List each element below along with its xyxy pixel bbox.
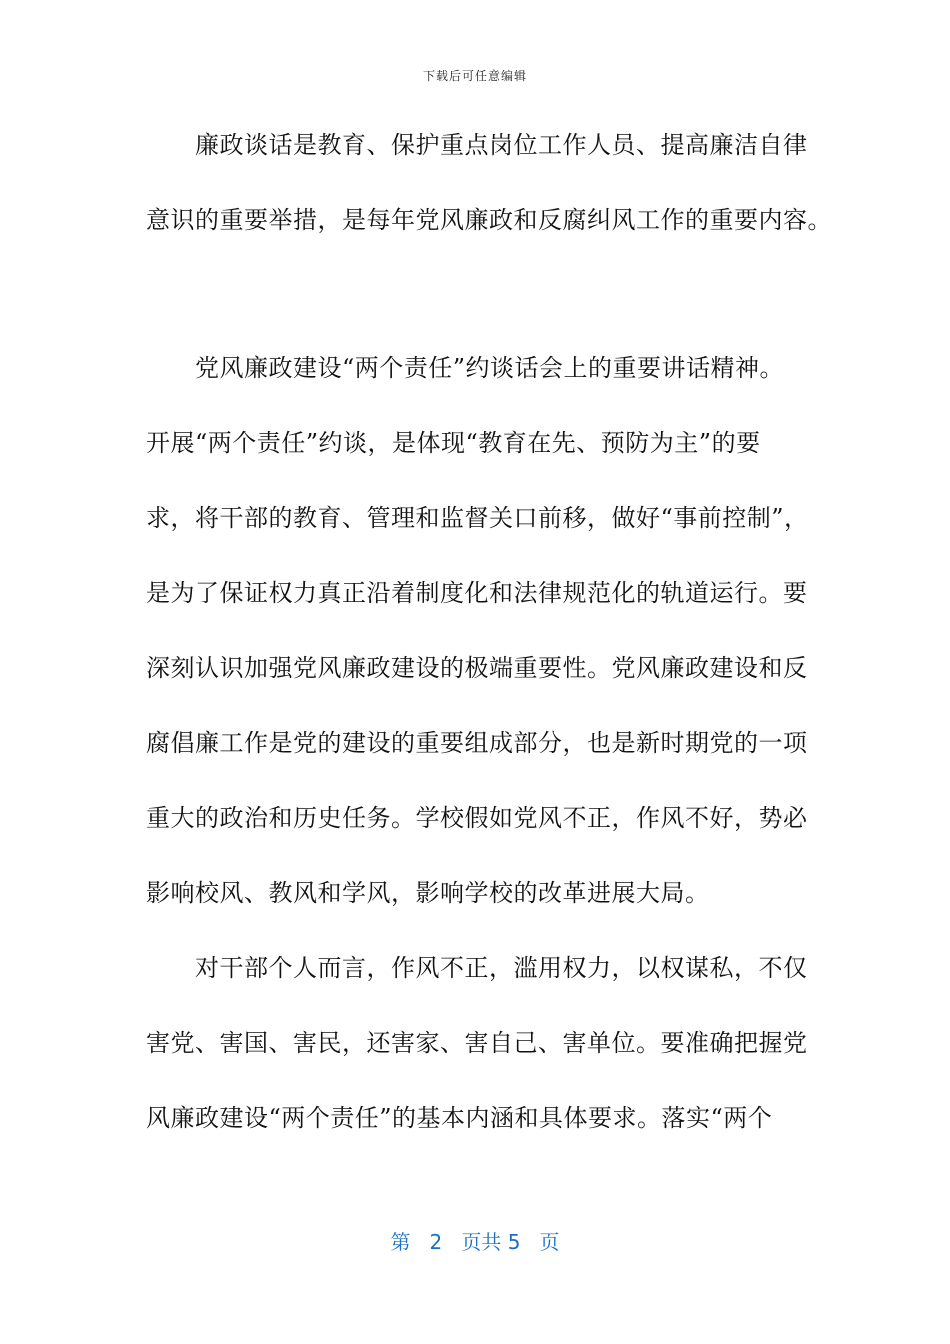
body-line-7: 深刻认识加强党风廉政建设的极端重要性。党风廉政建设和反 [146, 654, 808, 682]
body-line-9: 重大的政治和历史任务。学校假如党风不正，作风不好，势必 [146, 804, 808, 832]
page-footer [0, 1226, 950, 1255]
body-line-12: 害党、害国、害民，还害家、害自己、害单位。要准确把握党 [146, 1029, 808, 1057]
body-line-10: 影响校风、教风和学风，影响学校的改革进展大局。 [146, 879, 710, 907]
body-line-11: 对干部个人而言，作风不正，滥用权力，以权谋私，不仅 [146, 954, 808, 982]
total-pages-number: 5 [507, 1230, 521, 1254]
page-label-suffix: 页 [539, 1230, 560, 1254]
body-line-4: 开展“两个责任”约谈，是体现“教育在先、预防为主”的要 [146, 429, 761, 457]
page-label-prefix: 第 [390, 1230, 411, 1254]
body-line-3: 党风廉政建设“两个责任”约谈话会上的重要讲话精神。 [146, 354, 785, 382]
body-line-5: 求，将干部的教育、管理和监督关口前移，做好“事前控制”， [146, 504, 809, 532]
body-line-2: 意识的重要举措，是每年党风廉政和反腐纠风工作的重要内容。 [146, 206, 832, 234]
header-note: 下载后可任意编辑 [422, 69, 527, 83]
body-line-6: 是为了保证权力真正沿着制度化和法律规范化的轨道运行。要 [146, 579, 808, 607]
body-line-1: 廉政谈话是教育、保护重点岗位工作人员、提高廉洁自律 [146, 131, 808, 159]
current-page-number: 2 [429, 1230, 443, 1254]
body-line-13: 风廉政建设“两个责任”的基本内涵和具体要求。落实“两个 [146, 1104, 773, 1132]
page-label-mid: 页共 [461, 1230, 502, 1254]
body-line-8: 腐倡廉工作是党的建设的重要组成部分，也是新时期党的一项 [146, 729, 808, 757]
